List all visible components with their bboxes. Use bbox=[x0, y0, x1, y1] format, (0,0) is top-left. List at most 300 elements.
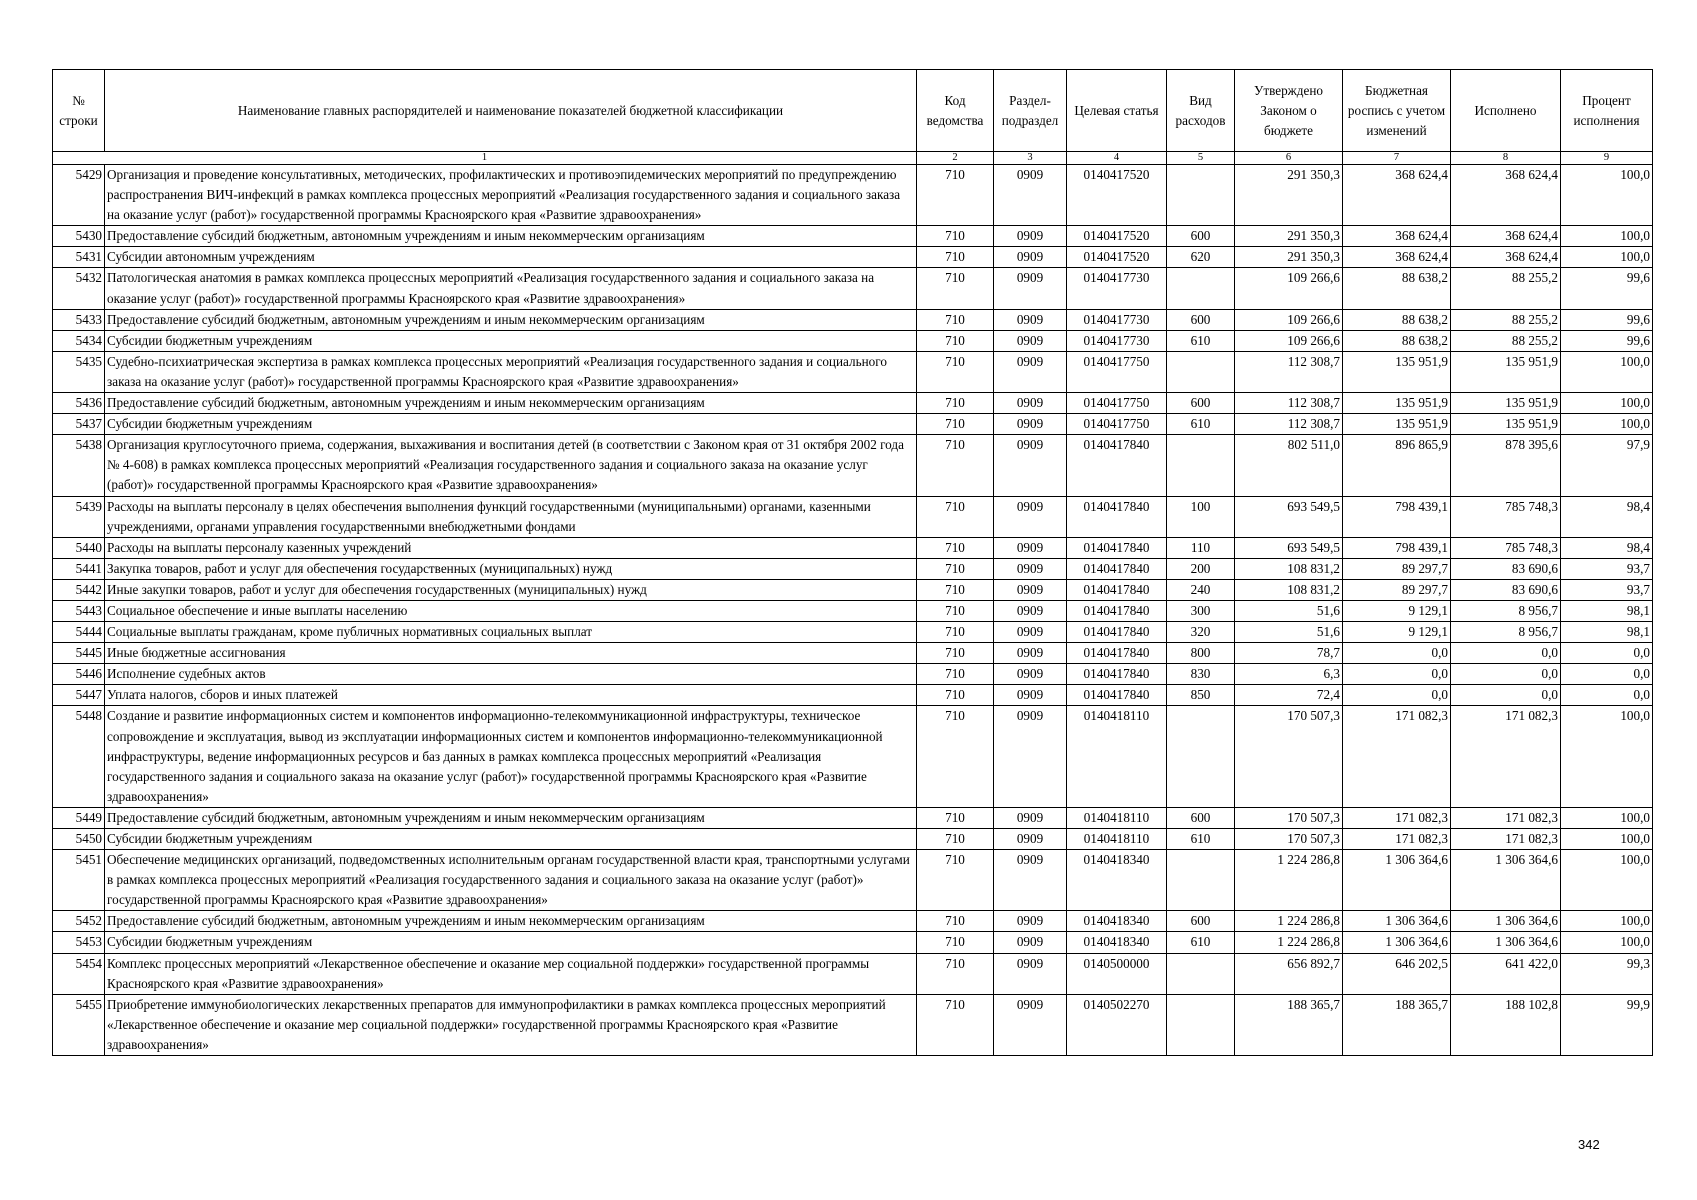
executed-value: 368 624,4 bbox=[1451, 247, 1561, 268]
executed-value: 135 951,9 bbox=[1451, 393, 1561, 414]
section-code: 0909 bbox=[994, 850, 1067, 911]
department-code: 710 bbox=[917, 829, 994, 850]
header-department-code: Код ведомства bbox=[917, 70, 994, 152]
table-row bbox=[53, 600, 1653, 621]
approved-value: 112 308,7 bbox=[1235, 351, 1343, 392]
executed-value: 368 624,4 bbox=[1451, 165, 1561, 226]
row-name: Иные бюджетные ассигнования bbox=[105, 643, 917, 664]
page-number: 342 bbox=[1578, 1137, 1600, 1152]
row-number: 5435 bbox=[53, 351, 105, 392]
approved-value: 78,7 bbox=[1235, 643, 1343, 664]
executed-value: 641 422,0 bbox=[1451, 953, 1561, 994]
target-article: 0140502270 bbox=[1067, 994, 1167, 1055]
expense-type: 600 bbox=[1167, 226, 1235, 247]
expense-type: 600 bbox=[1167, 309, 1235, 330]
row-name: Расходы на выплаты персоналу казенных учреждений bbox=[105, 537, 917, 558]
executed-value: 368 624,4 bbox=[1451, 226, 1561, 247]
table-row bbox=[53, 643, 1653, 664]
expense-type: 830 bbox=[1167, 664, 1235, 685]
table-row bbox=[53, 807, 1653, 828]
executed-value: 0,0 bbox=[1451, 685, 1561, 706]
department-code: 710 bbox=[917, 435, 994, 496]
section-code: 0909 bbox=[994, 330, 1067, 351]
executed-value: 1 306 364,6 bbox=[1451, 932, 1561, 953]
row-number: 5448 bbox=[53, 706, 105, 807]
percent-value: 98,4 bbox=[1561, 537, 1653, 558]
percent-value: 97,9 bbox=[1561, 435, 1653, 496]
row-number: 5455 bbox=[53, 994, 105, 1055]
section-code: 0909 bbox=[994, 247, 1067, 268]
target-article: 0140418110 bbox=[1067, 829, 1167, 850]
target-article: 0140500000 bbox=[1067, 953, 1167, 994]
row-number: 5439 bbox=[53, 496, 105, 537]
percent-value: 99,6 bbox=[1561, 268, 1653, 309]
expense-type: 300 bbox=[1167, 600, 1235, 621]
header-target-article: Целевая статья bbox=[1067, 70, 1167, 152]
approved-value: 72,4 bbox=[1235, 685, 1343, 706]
percent-value: 100,0 bbox=[1561, 351, 1653, 392]
row-number: 5453 bbox=[53, 932, 105, 953]
approved-value: 1 224 286,8 bbox=[1235, 911, 1343, 932]
row-name: Субсидии бюджетным учреждениям bbox=[105, 932, 917, 953]
row-name: Социальное обеспечение и иные выплаты населению bbox=[105, 600, 917, 621]
percent-value: 99,9 bbox=[1561, 994, 1653, 1055]
department-code: 710 bbox=[917, 268, 994, 309]
row-name: Исполнение судебных актов bbox=[105, 664, 917, 685]
section-code: 0909 bbox=[994, 706, 1067, 807]
expense-type bbox=[1167, 268, 1235, 309]
target-article: 0140417840 bbox=[1067, 622, 1167, 643]
column-number: 6 bbox=[1235, 152, 1343, 165]
approved-value: 112 308,7 bbox=[1235, 393, 1343, 414]
target-article: 0140417840 bbox=[1067, 685, 1167, 706]
target-article: 0140418110 bbox=[1067, 706, 1167, 807]
expense-type: 850 bbox=[1167, 685, 1235, 706]
executed-value: 171 082,3 bbox=[1451, 706, 1561, 807]
section-code: 0909 bbox=[994, 829, 1067, 850]
approved-value: 108 831,2 bbox=[1235, 558, 1343, 579]
row-name: Субсидии бюджетным учреждениям bbox=[105, 829, 917, 850]
percent-value: 98,4 bbox=[1561, 496, 1653, 537]
percent-value: 93,7 bbox=[1561, 558, 1653, 579]
header-section: Раздел-подраздел bbox=[994, 70, 1067, 152]
table-row bbox=[53, 414, 1653, 435]
department-code: 710 bbox=[917, 309, 994, 330]
approved-value: 109 266,6 bbox=[1235, 309, 1343, 330]
row-number: 5449 bbox=[53, 807, 105, 828]
table-row bbox=[53, 330, 1653, 351]
expense-type bbox=[1167, 351, 1235, 392]
section-code: 0909 bbox=[994, 600, 1067, 621]
department-code: 710 bbox=[917, 622, 994, 643]
executed-value: 0,0 bbox=[1451, 664, 1561, 685]
section-code: 0909 bbox=[994, 685, 1067, 706]
header-row bbox=[53, 70, 1653, 152]
schedule-value: 798 439,1 bbox=[1343, 537, 1451, 558]
approved-value: 170 507,3 bbox=[1235, 706, 1343, 807]
row-name: Предоставление субсидий бюджетным, автономным учреждениям и иным некоммерческим организациям bbox=[105, 226, 917, 247]
row-name: Судебно-психиатрическая экспертиза в рамках комплекса процессных мероприятий «Реализация государственного задания и социального заказа на оказание услуг (работ)» государственной программы Красноярского края «Развитие здравоохранения» bbox=[105, 351, 917, 392]
row-number: 5432 bbox=[53, 268, 105, 309]
section-code: 0909 bbox=[994, 268, 1067, 309]
table-row bbox=[53, 226, 1653, 247]
executed-value: 1 306 364,6 bbox=[1451, 850, 1561, 911]
section-code: 0909 bbox=[994, 911, 1067, 932]
section-code: 0909 bbox=[994, 622, 1067, 643]
column-number: 9 bbox=[1561, 152, 1653, 165]
schedule-value: 368 624,4 bbox=[1343, 226, 1451, 247]
percent-value: 100,0 bbox=[1561, 829, 1653, 850]
header-percent: Процент исполнения bbox=[1561, 70, 1653, 152]
row-number: 5431 bbox=[53, 247, 105, 268]
section-code: 0909 bbox=[994, 994, 1067, 1055]
department-code: 710 bbox=[917, 807, 994, 828]
target-article: 0140417840 bbox=[1067, 600, 1167, 621]
schedule-value: 0,0 bbox=[1343, 685, 1451, 706]
section-code: 0909 bbox=[994, 558, 1067, 579]
approved-value: 291 350,3 bbox=[1235, 247, 1343, 268]
row-name: Патологическая анатомия в рамках комплекса процессных мероприятий «Реализация государственного задания и социального заказа на оказание услуг (работ)» государственной программы Красноярского края «Развитие здравоохранения» bbox=[105, 268, 917, 309]
percent-value: 93,7 bbox=[1561, 579, 1653, 600]
expense-type: 110 bbox=[1167, 537, 1235, 558]
target-article: 0140417520 bbox=[1067, 226, 1167, 247]
schedule-value: 88 638,2 bbox=[1343, 330, 1451, 351]
row-number: 5429 bbox=[53, 165, 105, 226]
schedule-value: 88 638,2 bbox=[1343, 309, 1451, 330]
row-name: Субсидии автономным учреждениям bbox=[105, 247, 917, 268]
row-name: Субсидии бюджетным учреждениям bbox=[105, 330, 917, 351]
row-name: Приобретение иммунобиологических лекарственных препаратов для иммунопрофилактики в рамках комплекса процессных мероприятий «Лекарственное обеспечение и оказание мер социальной поддержки» государственной программы Красноярского края «Развитие здравоохранения» bbox=[105, 994, 917, 1055]
executed-value: 8 956,7 bbox=[1451, 600, 1561, 621]
section-code: 0909 bbox=[994, 643, 1067, 664]
row-name: Организация и проведение консультативных, методических, профилактических и противоэпидемических мероприятий по предупреждению распространения ВИЧ-инфекций в рамках комплекса процессных мероприятий «Реализация государственного задания и социального заказа на оказание услуг (работ)» государственной программы Красноярского края «Развитие здравоохранения» bbox=[105, 165, 917, 226]
table-row bbox=[53, 579, 1653, 600]
column-number: 2 bbox=[917, 152, 994, 165]
schedule-value: 368 624,4 bbox=[1343, 247, 1451, 268]
table-row bbox=[53, 850, 1653, 911]
table-row bbox=[53, 622, 1653, 643]
percent-value: 100,0 bbox=[1561, 706, 1653, 807]
department-code: 710 bbox=[917, 664, 994, 685]
section-code: 0909 bbox=[994, 309, 1067, 330]
target-article: 0140417840 bbox=[1067, 496, 1167, 537]
target-article: 0140417840 bbox=[1067, 558, 1167, 579]
row-name: Комплекс процессных мероприятий «Лекарственное обеспечение и оказание мер социальной поддержки» государственной программы Красноярского края «Развитие здравоохранения» bbox=[105, 953, 917, 994]
row-number: 5434 bbox=[53, 330, 105, 351]
table-row bbox=[53, 994, 1653, 1055]
table-row bbox=[53, 309, 1653, 330]
department-code: 710 bbox=[917, 351, 994, 392]
row-number: 5446 bbox=[53, 664, 105, 685]
approved-value: 291 350,3 bbox=[1235, 226, 1343, 247]
target-article: 0140418340 bbox=[1067, 850, 1167, 911]
percent-value: 99,6 bbox=[1561, 330, 1653, 351]
row-name: Иные закупки товаров, работ и услуг для обеспечения государственных (муниципальных) нужд bbox=[105, 579, 917, 600]
section-code: 0909 bbox=[994, 807, 1067, 828]
header-row-number: № строки bbox=[53, 70, 105, 152]
row-number: 5433 bbox=[53, 309, 105, 330]
executed-value: 88 255,2 bbox=[1451, 309, 1561, 330]
header-approved: Утверждено Законом о бюджете bbox=[1235, 70, 1343, 152]
header-budget-schedule: Бюджетная роспись с учетом изменений bbox=[1343, 70, 1451, 152]
department-code: 710 bbox=[917, 558, 994, 579]
section-code: 0909 bbox=[994, 414, 1067, 435]
target-article: 0140417730 bbox=[1067, 330, 1167, 351]
schedule-value: 135 951,9 bbox=[1343, 351, 1451, 392]
row-name: Субсидии бюджетным учреждениям bbox=[105, 414, 917, 435]
section-code: 0909 bbox=[994, 953, 1067, 994]
department-code: 710 bbox=[917, 953, 994, 994]
expense-type: 100 bbox=[1167, 496, 1235, 537]
column-number-row bbox=[53, 152, 1653, 165]
executed-value: 0,0 bbox=[1451, 643, 1561, 664]
executed-value: 8 956,7 bbox=[1451, 622, 1561, 643]
percent-value: 100,0 bbox=[1561, 850, 1653, 911]
approved-value: 51,6 bbox=[1235, 600, 1343, 621]
row-number: 5451 bbox=[53, 850, 105, 911]
executed-value: 878 395,6 bbox=[1451, 435, 1561, 496]
expense-type bbox=[1167, 953, 1235, 994]
table-row bbox=[53, 706, 1653, 807]
schedule-value: 798 439,1 bbox=[1343, 496, 1451, 537]
expense-type bbox=[1167, 706, 1235, 807]
executed-value: 135 951,9 bbox=[1451, 351, 1561, 392]
table-row bbox=[53, 351, 1653, 392]
executed-value: 171 082,3 bbox=[1451, 829, 1561, 850]
target-article: 0140417840 bbox=[1067, 643, 1167, 664]
header-name: Наименование главных распорядителей и наименование показателей бюджетной классификации bbox=[105, 70, 917, 152]
department-code: 710 bbox=[917, 911, 994, 932]
executed-value: 88 255,2 bbox=[1451, 330, 1561, 351]
expense-type: 610 bbox=[1167, 932, 1235, 953]
percent-value: 0,0 bbox=[1561, 664, 1653, 685]
percent-value: 98,1 bbox=[1561, 622, 1653, 643]
row-number: 5443 bbox=[53, 600, 105, 621]
table-row bbox=[53, 393, 1653, 414]
expense-type: 240 bbox=[1167, 579, 1235, 600]
approved-value: 188 365,7 bbox=[1235, 994, 1343, 1055]
column-number: 4 bbox=[1067, 152, 1167, 165]
department-code: 710 bbox=[917, 537, 994, 558]
header-executed: Исполнено bbox=[1451, 70, 1561, 152]
percent-value: 100,0 bbox=[1561, 165, 1653, 226]
section-code: 0909 bbox=[994, 165, 1067, 226]
percent-value: 0,0 bbox=[1561, 685, 1653, 706]
expense-type: 600 bbox=[1167, 911, 1235, 932]
section-code: 0909 bbox=[994, 579, 1067, 600]
row-number: 5445 bbox=[53, 643, 105, 664]
expense-type bbox=[1167, 850, 1235, 911]
column-number: 1 bbox=[53, 152, 917, 165]
expense-type: 600 bbox=[1167, 807, 1235, 828]
percent-value: 98,1 bbox=[1561, 600, 1653, 621]
schedule-value: 135 951,9 bbox=[1343, 393, 1451, 414]
section-code: 0909 bbox=[994, 496, 1067, 537]
approved-value: 170 507,3 bbox=[1235, 829, 1343, 850]
schedule-value: 171 082,3 bbox=[1343, 706, 1451, 807]
target-article: 0140417750 bbox=[1067, 393, 1167, 414]
target-article: 0140417840 bbox=[1067, 435, 1167, 496]
schedule-value: 646 202,5 bbox=[1343, 953, 1451, 994]
column-number: 5 bbox=[1167, 152, 1235, 165]
section-code: 0909 bbox=[994, 351, 1067, 392]
row-number: 5447 bbox=[53, 685, 105, 706]
department-code: 710 bbox=[917, 600, 994, 621]
section-code: 0909 bbox=[994, 435, 1067, 496]
section-code: 0909 bbox=[994, 537, 1067, 558]
percent-value: 99,6 bbox=[1561, 309, 1653, 330]
percent-value: 100,0 bbox=[1561, 393, 1653, 414]
approved-value: 693 549,5 bbox=[1235, 537, 1343, 558]
approved-value: 656 892,7 bbox=[1235, 953, 1343, 994]
table-row bbox=[53, 664, 1653, 685]
table-row bbox=[53, 558, 1653, 579]
expense-type: 620 bbox=[1167, 247, 1235, 268]
schedule-value: 0,0 bbox=[1343, 664, 1451, 685]
row-name: Уплата налогов, сборов и иных платежей bbox=[105, 685, 917, 706]
target-article: 0140417730 bbox=[1067, 309, 1167, 330]
department-code: 710 bbox=[917, 496, 994, 537]
executed-value: 83 690,6 bbox=[1451, 579, 1561, 600]
approved-value: 108 831,2 bbox=[1235, 579, 1343, 600]
schedule-value: 9 129,1 bbox=[1343, 622, 1451, 643]
table-row bbox=[53, 537, 1653, 558]
target-article: 0140417750 bbox=[1067, 414, 1167, 435]
target-article: 0140417520 bbox=[1067, 247, 1167, 268]
row-number: 5438 bbox=[53, 435, 105, 496]
row-name: Создание и развитие информационных систем и компонентов информационно-телекоммуникационной инфраструктуры, техническое сопровождение и эксплуатация, вывод из эксплуатации информационных систем и компонентов информационно-телекоммуникационной инфраструктуры, ведение информационных ресурсов и баз данных в рамках комплекса процессных мероприятий «Реализация государственного задания и социального заказа на оказание услуг (работ)» государственной программы Красноярского края «Развитие здравоохранения» bbox=[105, 706, 917, 807]
table-row bbox=[53, 435, 1653, 496]
percent-value: 100,0 bbox=[1561, 226, 1653, 247]
row-name: Социальные выплаты гражданам, кроме публичных нормативных социальных выплат bbox=[105, 622, 917, 643]
row-number: 5437 bbox=[53, 414, 105, 435]
target-article: 0140418340 bbox=[1067, 932, 1167, 953]
executed-value: 785 748,3 bbox=[1451, 537, 1561, 558]
approved-value: 170 507,3 bbox=[1235, 807, 1343, 828]
row-name: Организация круглосуточного приема, содержания, выхаживания и воспитания детей (в соответствии с Законом края от 31 октября 2002 года № 4-608) в рамках комплекса процессных мероприятий «Реализация государственного задания и социального заказа на оказание услуг (работ)» государственной программы Красноярского края «Развитие здравоохранения» bbox=[105, 435, 917, 496]
schedule-value: 88 638,2 bbox=[1343, 268, 1451, 309]
schedule-value: 89 297,7 bbox=[1343, 579, 1451, 600]
department-code: 710 bbox=[917, 706, 994, 807]
approved-value: 109 266,6 bbox=[1235, 330, 1343, 351]
schedule-value: 0,0 bbox=[1343, 643, 1451, 664]
department-code: 710 bbox=[917, 247, 994, 268]
approved-value: 693 549,5 bbox=[1235, 496, 1343, 537]
section-code: 0909 bbox=[994, 393, 1067, 414]
header-expense-type: Вид расходов bbox=[1167, 70, 1235, 152]
expense-type: 600 bbox=[1167, 393, 1235, 414]
expense-type: 610 bbox=[1167, 414, 1235, 435]
expense-type: 800 bbox=[1167, 643, 1235, 664]
target-article: 0140417840 bbox=[1067, 664, 1167, 685]
department-code: 710 bbox=[917, 579, 994, 600]
executed-value: 171 082,3 bbox=[1451, 807, 1561, 828]
executed-value: 188 102,8 bbox=[1451, 994, 1561, 1055]
department-code: 710 bbox=[917, 165, 994, 226]
row-number: 5454 bbox=[53, 953, 105, 994]
row-name: Расходы на выплаты персоналу в целях обеспечения выполнения функций государственными (муниципальными) органами, казенными учреждениями, органами управления государственными внебюджетными фондами bbox=[105, 496, 917, 537]
percent-value: 0,0 bbox=[1561, 643, 1653, 664]
target-article: 0140417750 bbox=[1067, 351, 1167, 392]
expense-type: 610 bbox=[1167, 829, 1235, 850]
column-number: 8 bbox=[1451, 152, 1561, 165]
executed-value: 135 951,9 bbox=[1451, 414, 1561, 435]
table-row bbox=[53, 685, 1653, 706]
expense-type: 320 bbox=[1167, 622, 1235, 643]
percent-value: 100,0 bbox=[1561, 807, 1653, 828]
row-name: Предоставление субсидий бюджетным, автономным учреждениям и иным некоммерческим организациям bbox=[105, 393, 917, 414]
column-number: 3 bbox=[994, 152, 1067, 165]
budget-table bbox=[52, 69, 1653, 1056]
expense-type bbox=[1167, 165, 1235, 226]
table-row bbox=[53, 953, 1653, 994]
table-row bbox=[53, 829, 1653, 850]
target-article: 0140417520 bbox=[1067, 165, 1167, 226]
percent-value: 100,0 bbox=[1561, 911, 1653, 932]
row-number: 5452 bbox=[53, 911, 105, 932]
schedule-value: 1 306 364,6 bbox=[1343, 911, 1451, 932]
row-number: 5436 bbox=[53, 393, 105, 414]
department-code: 710 bbox=[917, 932, 994, 953]
section-code: 0909 bbox=[994, 932, 1067, 953]
schedule-value: 135 951,9 bbox=[1343, 414, 1451, 435]
column-number: 7 bbox=[1343, 152, 1451, 165]
table-row bbox=[53, 165, 1653, 226]
row-number: 5450 bbox=[53, 829, 105, 850]
schedule-value: 171 082,3 bbox=[1343, 807, 1451, 828]
approved-value: 51,6 bbox=[1235, 622, 1343, 643]
row-number: 5444 bbox=[53, 622, 105, 643]
percent-value: 100,0 bbox=[1561, 932, 1653, 953]
schedule-value: 368 624,4 bbox=[1343, 165, 1451, 226]
row-number: 5440 bbox=[53, 537, 105, 558]
approved-value: 1 224 286,8 bbox=[1235, 850, 1343, 911]
row-number: 5441 bbox=[53, 558, 105, 579]
target-article: 0140417840 bbox=[1067, 579, 1167, 600]
schedule-value: 89 297,7 bbox=[1343, 558, 1451, 579]
executed-value: 1 306 364,6 bbox=[1451, 911, 1561, 932]
schedule-value: 1 306 364,6 bbox=[1343, 932, 1451, 953]
schedule-value: 1 306 364,6 bbox=[1343, 850, 1451, 911]
executed-value: 83 690,6 bbox=[1451, 558, 1561, 579]
percent-value: 100,0 bbox=[1561, 247, 1653, 268]
department-code: 710 bbox=[917, 850, 994, 911]
table-row bbox=[53, 247, 1653, 268]
approved-value: 802 511,0 bbox=[1235, 435, 1343, 496]
table-row bbox=[53, 496, 1653, 537]
row-number: 5430 bbox=[53, 226, 105, 247]
percent-value: 100,0 bbox=[1561, 414, 1653, 435]
expense-type bbox=[1167, 435, 1235, 496]
target-article: 0140418110 bbox=[1067, 807, 1167, 828]
department-code: 710 bbox=[917, 393, 994, 414]
schedule-value: 171 082,3 bbox=[1343, 829, 1451, 850]
department-code: 710 bbox=[917, 685, 994, 706]
approved-value: 6,3 bbox=[1235, 664, 1343, 685]
row-name: Закупка товаров, работ и услуг для обеспечения государственных (муниципальных) нужд bbox=[105, 558, 917, 579]
table-row bbox=[53, 268, 1653, 309]
row-name: Обеспечение медицинских организаций, подведомственных исполнительным органам государственной власти края, транспортными услугами в рамках комплекса процессных мероприятий «Реализация государственного задания и социального заказа на оказание услуг (работ)» государственной программы Красноярского края «Развитие здравоохранения» bbox=[105, 850, 917, 911]
department-code: 710 bbox=[917, 994, 994, 1055]
expense-type: 200 bbox=[1167, 558, 1235, 579]
row-name: Предоставление субсидий бюджетным, автономным учреждениям и иным некоммерческим организациям bbox=[105, 911, 917, 932]
schedule-value: 896 865,9 bbox=[1343, 435, 1451, 496]
row-number: 5442 bbox=[53, 579, 105, 600]
table-row bbox=[53, 911, 1653, 932]
expense-type bbox=[1167, 994, 1235, 1055]
executed-value: 88 255,2 bbox=[1451, 268, 1561, 309]
department-code: 710 bbox=[917, 330, 994, 351]
